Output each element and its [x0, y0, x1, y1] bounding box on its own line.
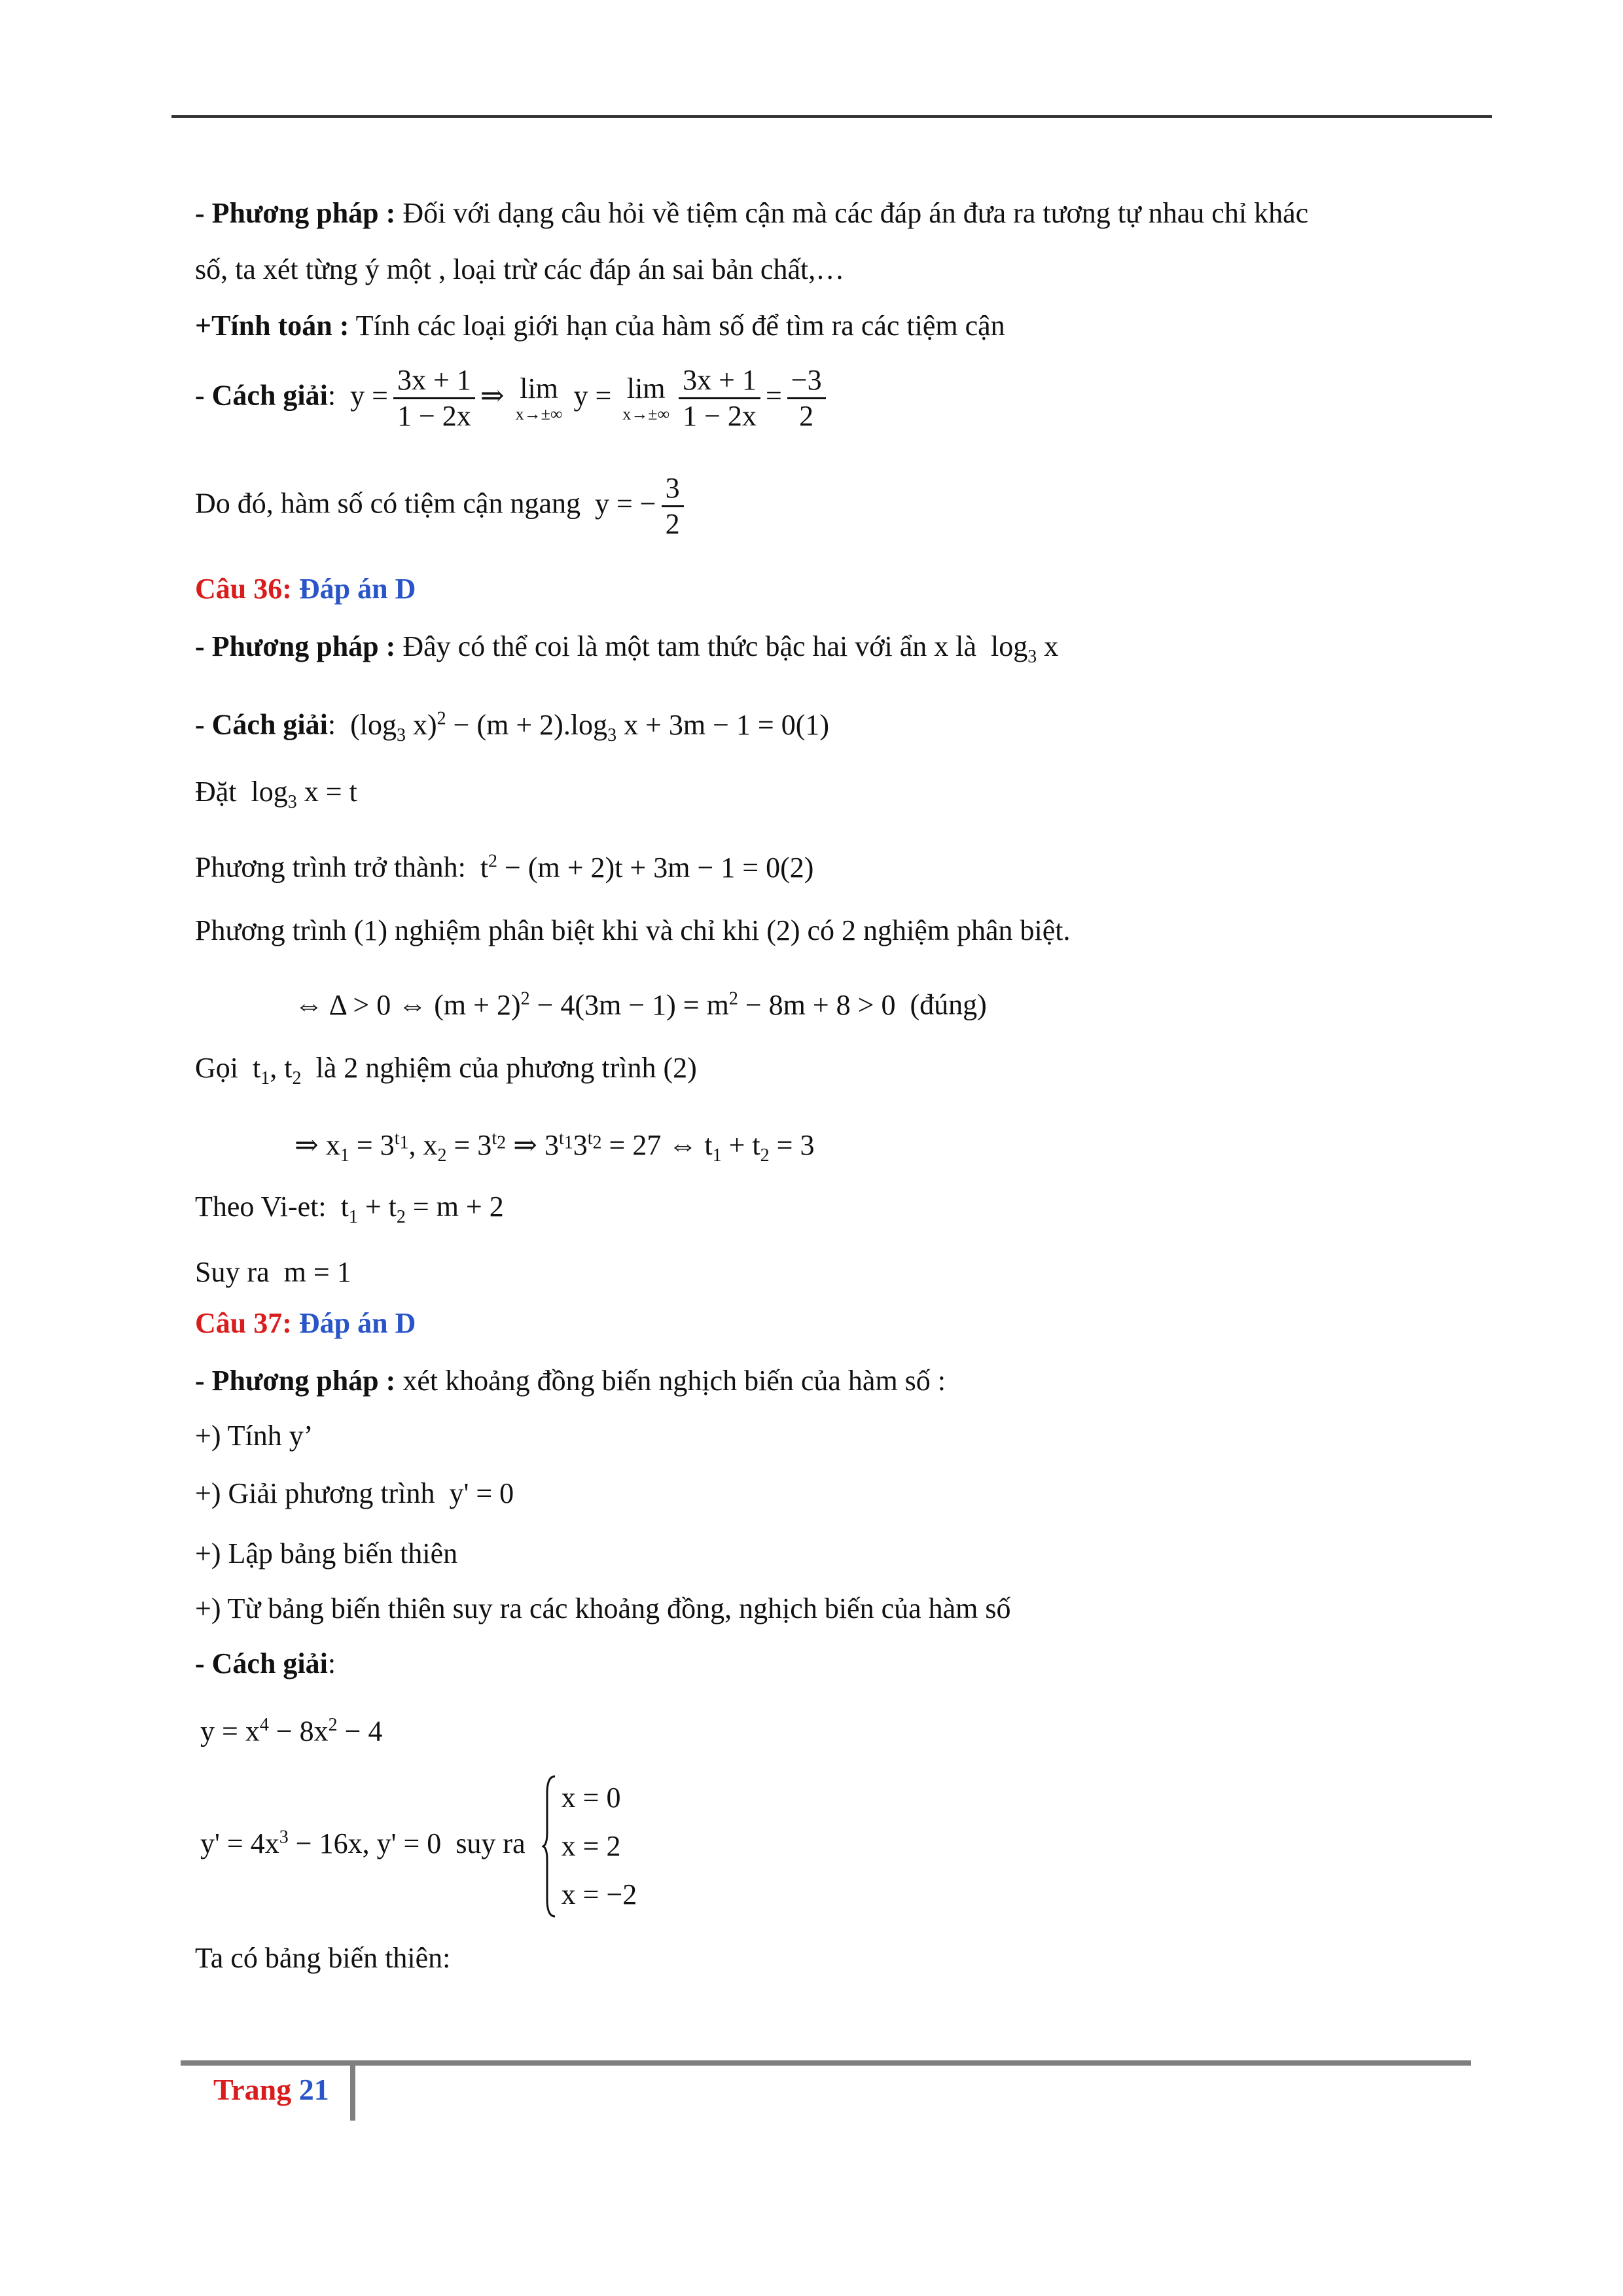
q37-roots-cases — [542, 1774, 637, 1919]
q37-solution-label: - Cách giải — [195, 1647, 328, 1679]
q36-call-text: Gọi — [195, 1052, 238, 1084]
q36-delta-line — [294, 979, 987, 1025]
q37-root-2: x = 2 — [561, 1830, 621, 1862]
q36-vieta-formula: $t_1 + t_2 = m + 2$ — [333, 1191, 504, 1227]
q35-solution-line: - Cách giải: y = $\frac{3x + 1}{1 - 2x}$ ⇒ lim x→±∞ y = lim x→±∞ $\frac{3x + 1}{1 - 2x}$ = $\frac{-3}{2}$ — [195, 363, 831, 433]
q36-transform-line — [195, 842, 813, 888]
q36-method-line — [195, 627, 1058, 677]
q37-answer: Đáp án D — [298, 1307, 416, 1339]
q36-delta-formula: ⇔ Δ > 0 ⇔ $(m + 2)^2 - 4(3m - 1) = m^2 - 8m + 8 > 0$ — [294, 988, 903, 1021]
q36-set-line — [195, 772, 357, 822]
q35-calc-text: Tính các loại giới hạn của hàm số để tìm ra các tiệm cận — [349, 310, 1005, 342]
q37-heading-label: Câu 37: — [195, 1307, 292, 1339]
q36-set-formula: $\log_3 x = t$ — [243, 776, 357, 812]
q36-equation-2: $t^2 - (m + 2)t + 3m - 1 = 0(2)$ — [473, 851, 814, 884]
q37-derivative-line — [200, 1774, 637, 1919]
q36-result-text: Suy ra — [195, 1256, 270, 1288]
q37-function-formula: $y = x^4 - 8x^2 - 4$ — [200, 1715, 383, 1748]
header-rule — [171, 115, 1492, 118]
q35-method-text-1: Đối với dạng câu hỏi về tiệm cận mà các đáp án đưa ra tương tự nhau chỉ khác — [395, 197, 1309, 229]
q37-step-2-formula: y' = 0 — [442, 1477, 514, 1509]
q37-root-1: x = 0 — [561, 1782, 621, 1814]
q37-step-4: +) Từ bảng biến thiên suy ra các khoảng đồng, nghịch biến của hàm số — [195, 1592, 1011, 1624]
q35-solution-label: - Cách giải — [195, 379, 328, 412]
brace-icon — [542, 1774, 558, 1919]
q35-conclusion-formula: y = − $\frac{3}{2}$ — [588, 488, 689, 520]
q37-method-line — [195, 1361, 946, 1401]
q37-solution-line: - Cách giải: — [195, 1647, 336, 1679]
q37-step-2: +) Giải phương trình — [195, 1477, 435, 1509]
q36-solution-label: - Cách giải — [195, 708, 328, 741]
q35-conclusion-line — [195, 471, 689, 541]
q36-set-text: Đặt — [195, 776, 237, 808]
q35-method-label: - Phương pháp : — [195, 197, 396, 229]
q36-call-text-2: là 2 nghiệm của phương trình (2) — [315, 1052, 697, 1084]
q36-heading-label: Câu 36: — [195, 573, 292, 605]
q35-method-line-2: số, ta xét từng ý một , loại trừ các đáp án sai bản chất,… — [195, 253, 845, 285]
q37-table-text: Ta có bảng biến thiên: — [195, 1942, 451, 1974]
q37-heading — [195, 1304, 416, 1343]
q36-method-label: - Phương pháp : — [195, 630, 396, 662]
page-number — [213, 2072, 329, 2107]
q36-roots-formula: $t_1$, $t_2$ — [245, 1052, 302, 1088]
page-number-value: 21 — [298, 2073, 329, 2106]
q36-call-line — [195, 1049, 697, 1098]
q35-method-line-1 — [195, 194, 1308, 233]
q37-method-text: xét khoảng đồng biến nghịch biến của hàm số : — [395, 1365, 946, 1397]
q36-solution-line: - Cách giải: ($\log_3$ $x)^2 - (m + 2).\log_3$ x + 3m − 1 = 0(1) — [195, 708, 830, 745]
q37-derivative-suffix: suy ra — [455, 1827, 526, 1860]
q36-transform-text: Phương trình trở thành: — [195, 851, 466, 884]
q36-result-formula: m = 1 — [276, 1256, 351, 1288]
q36-method-text: Đây có thể coi là một tam thức bậc hai với ẩn x là — [395, 630, 977, 662]
q36-vieta-line — [195, 1187, 504, 1237]
q37-method-label: - Phương pháp : — [195, 1365, 396, 1397]
q37-step-3: +) Lập bảng biến thiên — [195, 1537, 458, 1570]
page-label: Trang — [213, 2073, 292, 2106]
q35-calc-label: +Tính toán : — [195, 310, 349, 342]
q36-method-formula: $\log_3 x$ — [984, 630, 1059, 667]
q36-correct-text: (đúng) — [910, 988, 987, 1021]
q36-answer: Đáp án D — [298, 573, 416, 605]
q37-step-1: +) Tính y’ — [195, 1420, 313, 1452]
q36-result-line — [195, 1253, 351, 1292]
q36-equation-1: ($\log_3$ $x)^2 - (m + 2).\log_3$ x + 3m − 1 = 0(1) — [343, 708, 830, 745]
footer-rule — [181, 2060, 1471, 2066]
q35-calc-line — [195, 306, 1005, 346]
q37-step-2-line — [195, 1474, 514, 1513]
footer-divider — [350, 2066, 355, 2121]
q36-condition-line: Phương trình (1) nghiệm phân biệt khi và chỉ khi (2) có 2 nghiệm phân biệt. — [195, 914, 1071, 946]
q36-heading — [195, 569, 416, 609]
q36-vieta-text: Theo Vi-et: — [195, 1191, 327, 1223]
q36-exp-formula: ⇒ $x_1 = 3^{t_1}$, $x_2 = 3^{t_2}$ ⇒ $3^{t_1}3^{t_2} = 27$ ⇔ $t_1 + t_2 = 3$ — [294, 1128, 815, 1166]
q37-root-3: x = −2 — [561, 1878, 637, 1910]
q35-formula-limit: y = $\frac{3x + 1}{1 - 2x}$ ⇒ lim x→±∞ y = lim x→±∞ $\frac{3x + 1}{1 - 2x}$ = $\frac{-3}{2}$ — [343, 380, 830, 412]
q37-derivative-formula: $y' = 4x^3 - 16x$, y' = 0 — [200, 1827, 449, 1860]
q35-conclusion-text: Do đó, hàm số có tiệm cận ngang — [195, 487, 580, 520]
q36-exp-line — [294, 1119, 814, 1175]
